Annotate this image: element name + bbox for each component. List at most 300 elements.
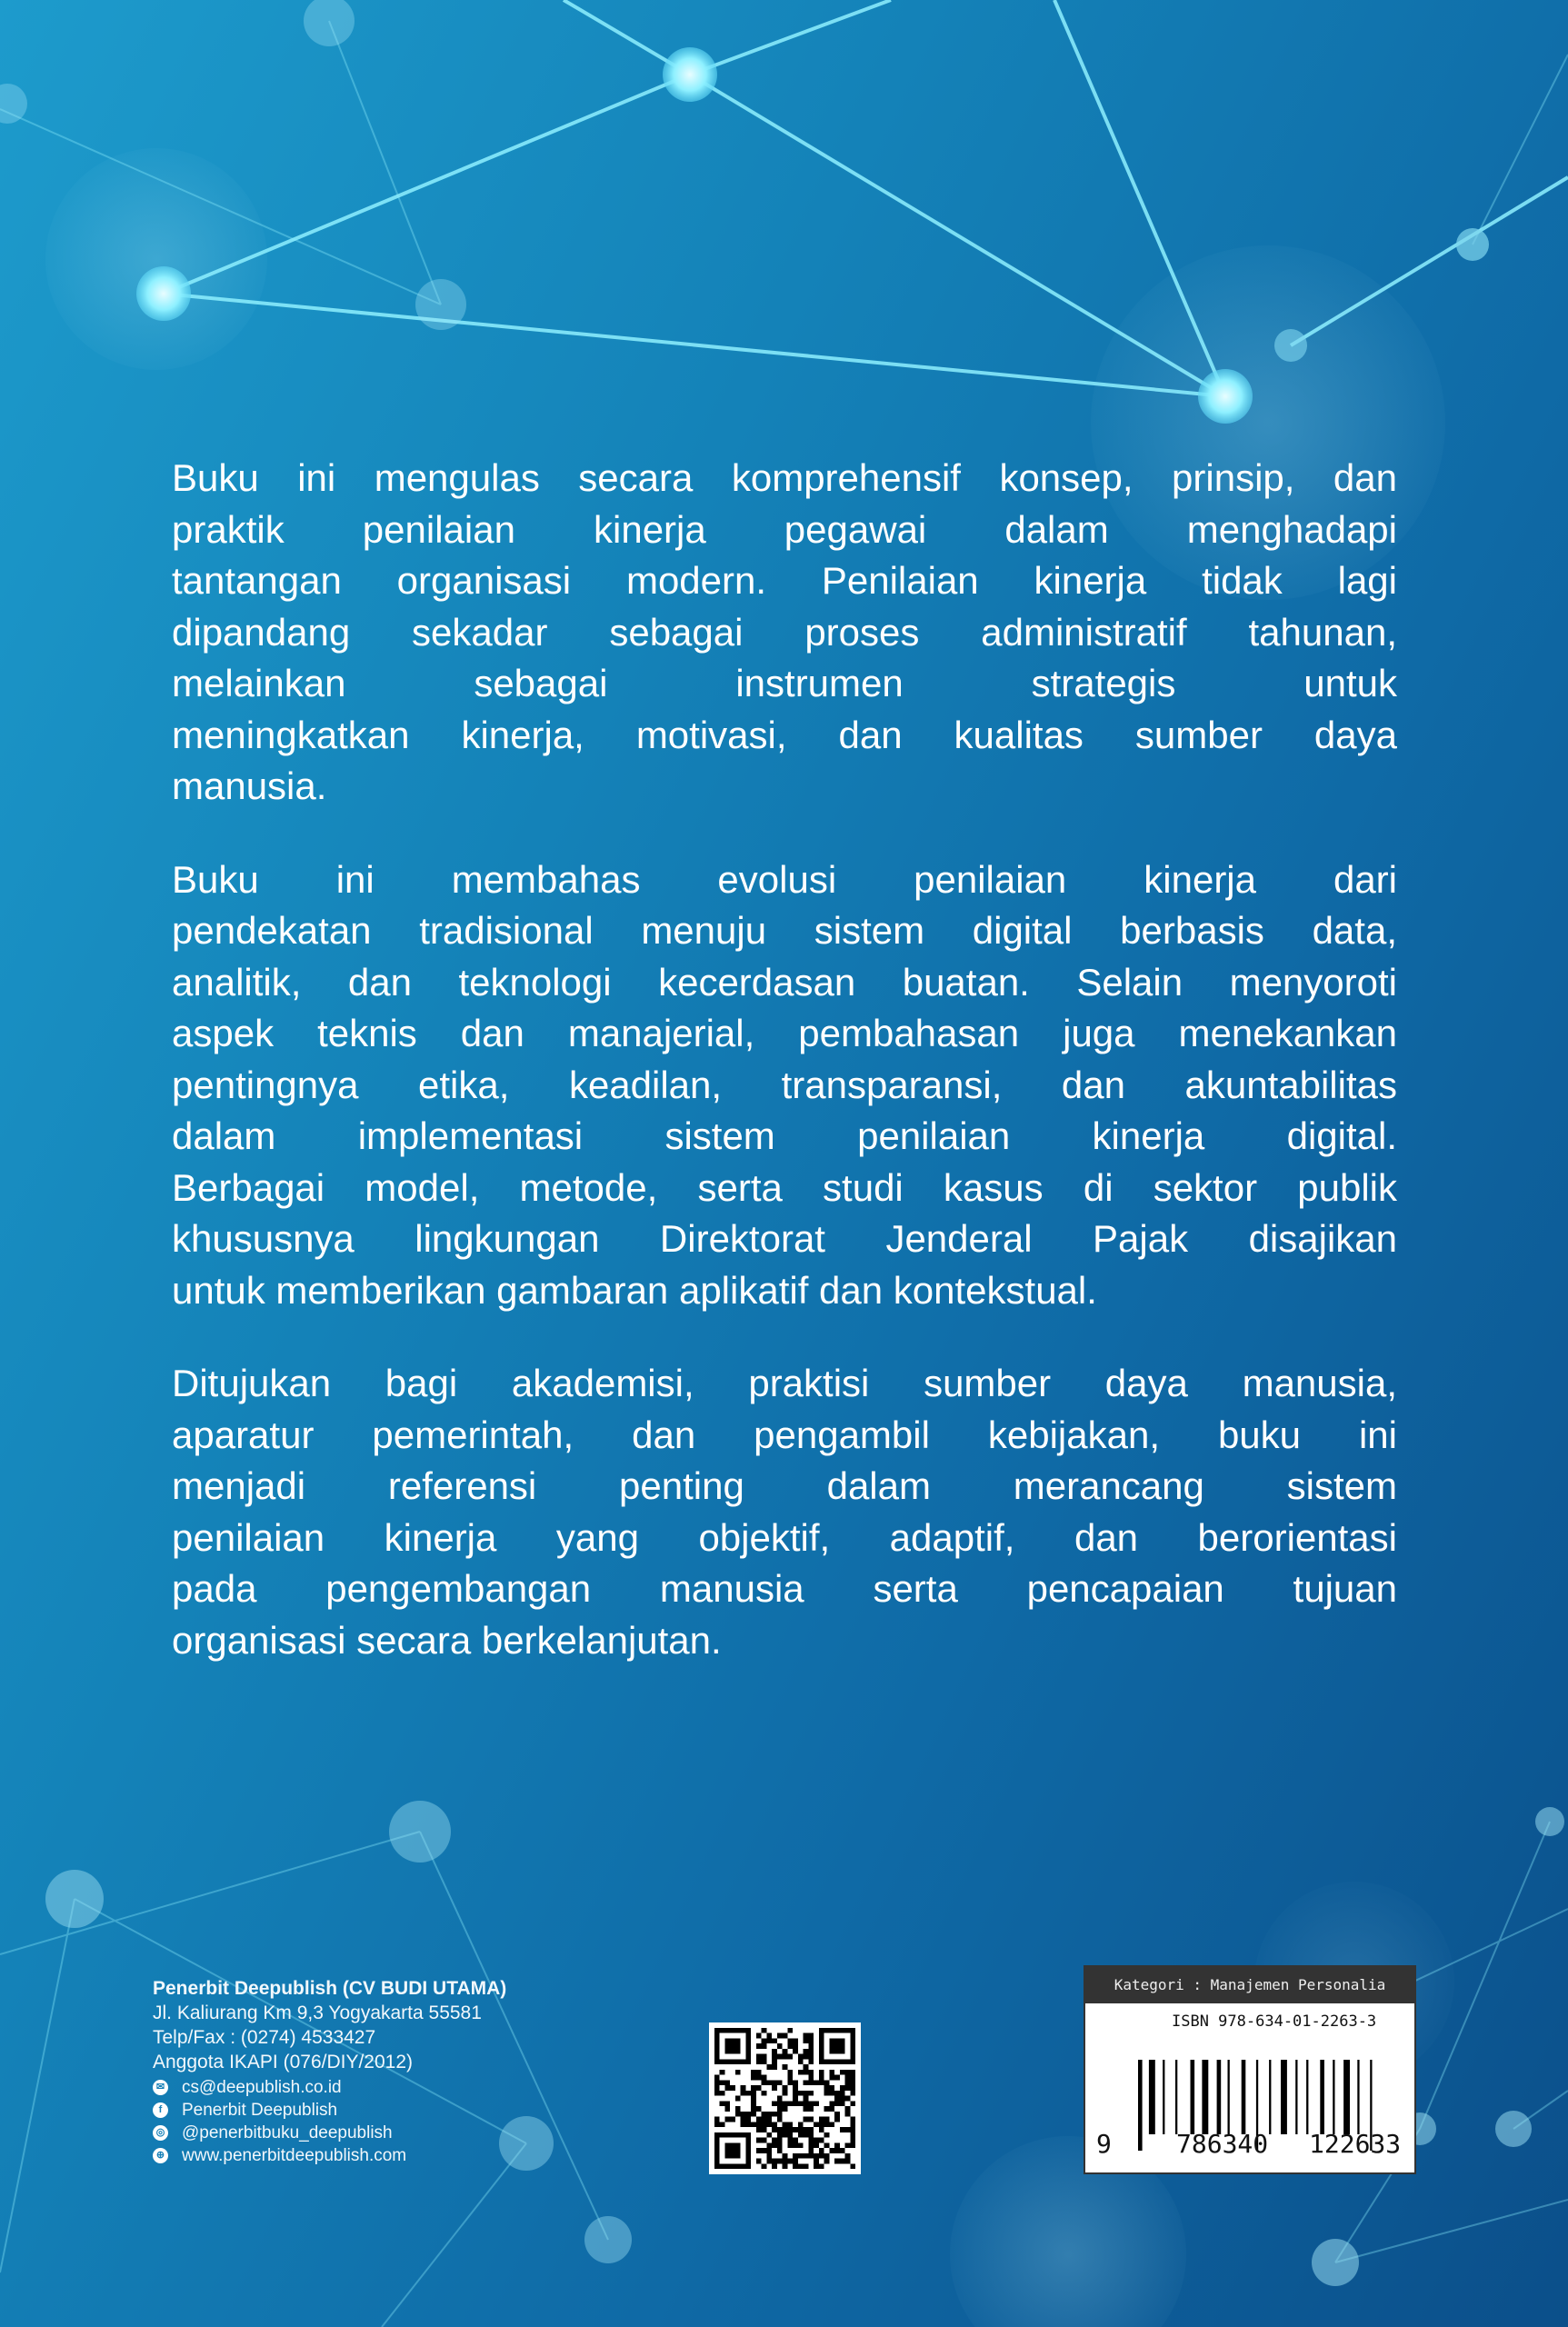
qr-module (714, 2075, 720, 2081)
blurb-paragraph-3 (172, 1358, 1397, 1666)
qr-module (787, 2070, 793, 2075)
qr-module (798, 2054, 804, 2060)
qr-module (756, 2117, 762, 2122)
qr-module (829, 2038, 844, 2053)
qr-module (850, 2091, 855, 2096)
qr-module (772, 2112, 777, 2117)
contact-item (153, 2099, 506, 2122)
qr-module (814, 2101, 819, 2106)
blurb-line: meningkatkan kinerja, motivasi, dan kualitas sumber daya (172, 713, 1397, 756)
qr-module (724, 2142, 740, 2158)
qr-module (756, 2159, 762, 2164)
qr-module (834, 2117, 840, 2122)
instagram-icon: ◎ (153, 2125, 168, 2141)
barcode-bar (1138, 2060, 1143, 2151)
qr-module (735, 2070, 741, 2075)
qr-module (808, 2106, 814, 2112)
qr-module (834, 2101, 840, 2106)
qr-module (798, 2101, 804, 2106)
qr-module (840, 2148, 845, 2153)
blurb-line: aparatur pemerintah, dan pengambil kebijakan, buku ini (172, 1413, 1397, 1456)
qr-module (808, 2138, 814, 2143)
qr-module (735, 2112, 741, 2117)
blurb-paragraph-2 (172, 854, 1397, 1317)
qr-module (741, 2085, 746, 2091)
qr-module (819, 2148, 824, 2153)
qr-module (829, 2085, 834, 2091)
qr-module (777, 2132, 783, 2138)
qr-module (840, 2096, 845, 2102)
publisher-phone: Telp/Fax : (0274) 4533427 (153, 2027, 376, 2048)
qr-module (741, 2112, 746, 2117)
qr-module (783, 2106, 788, 2112)
blurb-line: aspek teknis dan manajerial, pembahasan juga menekankan (172, 1012, 1397, 1054)
qr-module (850, 2142, 855, 2148)
blurb-line: manusia. (172, 764, 327, 807)
qr-module (783, 2159, 788, 2164)
qr-module (793, 2159, 798, 2164)
blurb-line: Berbagai model, metode, serta studi kasus di sektor publik (172, 1165, 1397, 1209)
qr-module (808, 2127, 814, 2132)
barcode-bar (1357, 2060, 1359, 2134)
blurb-line: pendekatan tradisional menuju sistem digital berbasis data, (172, 909, 1397, 952)
qr-module (751, 2096, 756, 2102)
qr-module (714, 2122, 720, 2127)
qr-module (777, 2148, 783, 2153)
qr-module (777, 2142, 783, 2148)
qr-module (772, 2064, 777, 2070)
blurb-line: Buku ini mengulas secara komprehensif konsep, prinsip, dan (172, 456, 1397, 499)
qr-module (808, 2148, 814, 2153)
qr-module (829, 2091, 834, 2096)
qr-module (787, 2038, 793, 2043)
blurb-line: dipandang sekadar sebagai proses administratif tahunan, (172, 610, 1397, 654)
qr-module (772, 2038, 777, 2043)
qr-module (798, 2163, 804, 2169)
qr-module (783, 2163, 788, 2169)
qr-module (808, 2132, 814, 2138)
blurb-line: Ditujukan bagi akademisi, praktisi sumber daya manusia, (172, 1362, 1397, 1404)
qr-module (819, 2163, 824, 2169)
qr-module (730, 2085, 735, 2091)
qr-module (829, 2070, 834, 2075)
qr-module (845, 2159, 851, 2164)
qr-module (798, 2070, 804, 2075)
qr-module (766, 2153, 772, 2159)
qr-module (766, 2038, 772, 2043)
qr-module (819, 2138, 824, 2143)
qr-module (840, 2101, 845, 2106)
blurb-line: dalam implementasi sistem penilaian kinerja digital. (172, 1114, 1397, 1157)
qr-module (730, 2117, 735, 2122)
qr-module (751, 2122, 756, 2127)
qr-module (762, 2054, 767, 2060)
qr-module (798, 2127, 804, 2132)
qr-module (777, 2112, 783, 2117)
qr-module (787, 2054, 793, 2060)
qr-module (793, 2049, 798, 2054)
contact-text: @penerbitbuku_deepublish (182, 2123, 393, 2142)
qr-module (762, 2127, 767, 2132)
blurb-line: analitik, dan teknologi kecerdasan buatan. Selain menyoroti (172, 960, 1397, 1004)
qr-module (783, 2064, 788, 2070)
barcode-bar (1320, 2060, 1324, 2134)
qr-module (824, 2153, 830, 2159)
qr-module (724, 2085, 730, 2091)
qr-module (840, 2091, 845, 2096)
qr-module (772, 2049, 777, 2054)
qr-module (745, 2112, 751, 2117)
qr-module (766, 2142, 772, 2148)
qr-module (783, 2091, 788, 2096)
qr-module (850, 2070, 855, 2075)
qr-module (756, 2085, 762, 2091)
qr-module (850, 2085, 855, 2091)
qr-module (793, 2142, 798, 2148)
qr-module (804, 2038, 809, 2043)
qr-module (804, 2101, 809, 2106)
qr-module (751, 2101, 756, 2106)
qr-module (804, 2054, 809, 2060)
qr-module (756, 2106, 762, 2112)
qr-module (793, 2138, 798, 2143)
qr-module (756, 2054, 762, 2060)
qr-module (793, 2163, 798, 2169)
barcode-bar (1295, 2060, 1297, 2134)
qr-module (829, 2122, 834, 2127)
qr-module (777, 2106, 783, 2112)
qr-module (804, 2127, 809, 2132)
qr-module (845, 2075, 851, 2081)
qr-module (777, 2117, 783, 2122)
qr-module (808, 2054, 814, 2060)
qr-module (772, 2142, 777, 2148)
qr-module (720, 2122, 725, 2127)
qr-module (829, 2101, 834, 2106)
qr-module (845, 2080, 851, 2085)
qr-module (772, 2059, 777, 2064)
barcode-bar (1175, 2060, 1177, 2134)
qr-module (720, 2101, 725, 2106)
qr-module (834, 2075, 840, 2081)
qr-module (751, 2085, 756, 2091)
qr-module (804, 2117, 809, 2122)
qr-module (845, 2085, 851, 2091)
qr-module (762, 2148, 767, 2153)
qr-module (787, 2142, 793, 2148)
blurb-line: khususnya lingkungan Direktorat Jenderal Pajak disajikan (172, 1217, 1397, 1260)
qr-module (840, 2070, 845, 2075)
barcode-bar (1163, 2060, 1164, 2134)
qr-module (850, 2163, 855, 2169)
qr-module (814, 2138, 819, 2143)
qr-module (762, 2091, 767, 2096)
qr-module (793, 2127, 798, 2132)
qr-module (850, 2080, 855, 2085)
qr-module (745, 2091, 751, 2096)
qr-module (762, 2059, 767, 2064)
qr-module (798, 2142, 804, 2148)
qr-module (804, 2070, 809, 2075)
qr-module (756, 2070, 762, 2075)
qr-module (783, 2049, 788, 2054)
qr-module (751, 2106, 756, 2112)
blurb-text (172, 453, 1397, 1708)
qr-module (762, 2117, 767, 2122)
qr-module (735, 2106, 741, 2112)
qr-module (777, 2033, 783, 2039)
barcode-bar (1228, 2060, 1230, 2134)
qr-module (714, 2091, 720, 2096)
blurb-line: tantangan organisasi modern. Penilaian kinerja tidak lagi (172, 559, 1397, 602)
qr-module (772, 2101, 777, 2106)
qr-module (724, 2101, 730, 2106)
facebook-icon: f (153, 2102, 168, 2118)
qr-module (804, 2106, 809, 2112)
qr-module (819, 2075, 824, 2081)
contact-item (153, 2122, 506, 2144)
qr-module (814, 2080, 819, 2085)
qr-module (741, 2091, 746, 2096)
qr-module (783, 2054, 788, 2060)
barcode-digits-right: 122633 (1309, 2129, 1402, 2159)
qr-module (814, 2163, 819, 2169)
qr-module (751, 2075, 756, 2081)
qr-module (741, 2122, 746, 2127)
blurb-line: untuk memberikan gambaran aplikatif dan kontekstual. (172, 1268, 1097, 1312)
qr-module (804, 2091, 809, 2096)
qr-module (793, 2085, 798, 2091)
qr-module (814, 2159, 819, 2164)
isbn-number: ISBN 978-634-01-2263-3 (1172, 2012, 1377, 2031)
qr-module (777, 2159, 783, 2164)
qr-module (777, 2101, 783, 2106)
qr-module (808, 2038, 814, 2043)
qr-module (777, 2054, 783, 2060)
qr-module (787, 2028, 793, 2033)
qr-module (772, 2138, 777, 2143)
qr-module (824, 2085, 830, 2091)
qr-module (804, 2049, 809, 2054)
qr-module (808, 2043, 814, 2049)
qr-module (787, 2122, 793, 2127)
qr-module (772, 2054, 777, 2060)
publisher-name: Penerbit Deepublish (CV BUDI UTAMA) (153, 1978, 507, 1999)
qr-module (745, 2117, 751, 2122)
qr-module (756, 2138, 762, 2143)
barcode-digits-left: 786340 (1176, 2129, 1269, 2159)
qr-module (783, 2122, 788, 2127)
globe-icon: ⊕ (153, 2148, 168, 2163)
qr-module (793, 2096, 798, 2102)
qr-module (787, 2132, 793, 2138)
qr-module (798, 2132, 804, 2138)
qr-module (766, 2080, 772, 2085)
qr-module (808, 2049, 814, 2054)
qr-module (783, 2085, 788, 2091)
qr-module (714, 2080, 720, 2085)
qr-module (824, 2159, 830, 2164)
qr-module (766, 2064, 772, 2070)
qr-module (804, 2080, 809, 2085)
qr-module (762, 2075, 767, 2081)
qr-module (766, 2122, 772, 2127)
blurb-line: pentingnya etika, keadilan, transparansi, dan akuntabilitas (172, 1063, 1397, 1106)
qr-module (834, 2112, 840, 2117)
barcode-bar (1333, 2060, 1334, 2134)
qr-module (845, 2096, 851, 2102)
qr-module (814, 2142, 819, 2148)
qr-module (804, 2064, 809, 2070)
qr-module (819, 2117, 824, 2122)
qr-module (814, 2122, 819, 2127)
qr-module (824, 2091, 830, 2096)
qr-module (850, 2075, 855, 2081)
qr-module (793, 2043, 798, 2049)
qr-module (819, 2080, 824, 2085)
qr-module (850, 2122, 855, 2127)
qr-module (762, 2112, 767, 2117)
qr-module (840, 2127, 845, 2132)
qr-module (772, 2127, 777, 2132)
contact-text: www.penerbitdeepublish.com (182, 2146, 407, 2165)
qr-module (756, 2148, 762, 2153)
qr-module (766, 2112, 772, 2117)
publisher-ikapi: Anggota IKAPI (076/DIY/2012) (153, 2052, 414, 2072)
qr-module (845, 2127, 851, 2132)
qr-module (850, 2117, 855, 2122)
qr-module (804, 2132, 809, 2138)
qr-module (850, 2101, 855, 2106)
barcode-bar (1242, 2060, 1246, 2134)
qr-module (804, 2096, 809, 2102)
qr-module (751, 2070, 756, 2075)
qr-module (783, 2101, 788, 2106)
qr-module (766, 2148, 772, 2153)
qr-module (762, 2080, 767, 2085)
qr-module (756, 2127, 762, 2132)
contact-text: cs@deepublish.co.id (182, 2078, 342, 2097)
qr-module (798, 2059, 804, 2064)
barcode-digit-first: 9 (1096, 2129, 1112, 2159)
qr-module (772, 2122, 777, 2127)
qr-module (814, 2153, 819, 2159)
qr-module (793, 2080, 798, 2085)
qr-module (735, 2096, 741, 2102)
qr-module (798, 2122, 804, 2127)
qr-module (783, 2033, 788, 2039)
qr-module (762, 2028, 767, 2033)
qr-module (756, 2122, 762, 2127)
qr-module (714, 2085, 720, 2091)
qr-module (756, 2075, 762, 2081)
qr-module (720, 2070, 725, 2075)
qr-module (783, 2153, 788, 2159)
qr-module (766, 2159, 772, 2164)
qr-module (808, 2075, 814, 2081)
qr-module (787, 2080, 793, 2085)
qr-module (772, 2085, 777, 2091)
qr-module (756, 2059, 762, 2064)
email-icon: ✉ (153, 2080, 168, 2095)
qr-module (751, 2091, 756, 2096)
qr-module (850, 2138, 855, 2143)
qr-module (793, 2153, 798, 2159)
qr-module (808, 2153, 814, 2159)
blurb-line: Buku ini membahas evolusi penilaian kinerja dari (172, 857, 1397, 901)
qr-module (724, 2038, 740, 2053)
publisher-info (153, 1976, 506, 2167)
qr-module (777, 2043, 783, 2049)
qr-module (808, 2117, 814, 2122)
qr-module (808, 2059, 814, 2064)
qr-module (808, 2142, 814, 2148)
qr-module (772, 2080, 777, 2085)
qr-module (777, 2127, 783, 2132)
qr-module (787, 2138, 793, 2143)
qr-module (829, 2106, 834, 2112)
qr-module (787, 2075, 793, 2081)
qr-module (808, 2101, 814, 2106)
qr-module (824, 2106, 830, 2112)
qr-module (834, 2159, 840, 2164)
qr-module (845, 2112, 851, 2117)
qr-module (819, 2153, 824, 2159)
qr-module (808, 2091, 814, 2096)
qr-module (783, 2132, 788, 2138)
qr-module (845, 2153, 851, 2159)
blurb-line: pada pengembangan manusia serta pencapaian tujuan (172, 1567, 1397, 1610)
qr-module (850, 2132, 855, 2138)
barcode-bar (1281, 2060, 1287, 2134)
qr-code (709, 2022, 861, 2174)
blurb-line: organisasi secara berkelanjutan. (172, 1618, 722, 1662)
qr-module (845, 2142, 851, 2148)
qr-module (724, 2106, 730, 2112)
qr-module (777, 2080, 783, 2085)
qr-module (793, 2038, 798, 2043)
category-label: Kategori : Manajemen Personalia (1085, 1967, 1414, 2003)
qr-module (824, 2142, 830, 2148)
qr-module (798, 2091, 804, 2096)
qr-module (798, 2153, 804, 2159)
qr-module (845, 2070, 851, 2075)
qr-module (766, 2117, 772, 2122)
blurb-line: menjadi referensi penting dalam merancang sistem (172, 1464, 1397, 1507)
qr-module (783, 2127, 788, 2132)
publisher-contacts (153, 2076, 506, 2167)
qr-module (834, 2148, 840, 2153)
qr-module (808, 2033, 814, 2039)
qr-module (819, 2127, 824, 2132)
qr-module (751, 2112, 756, 2117)
qr-module (777, 2096, 783, 2102)
qr-module (724, 2117, 730, 2122)
qr-module (834, 2096, 840, 2102)
qr-module (840, 2159, 845, 2164)
qr-module (762, 2163, 767, 2169)
qr-module (824, 2117, 830, 2122)
contact-item (153, 2144, 506, 2167)
contact-text: Penerbit Deepublish (182, 2101, 338, 2120)
qr-module (720, 2091, 725, 2096)
qr-module (834, 2091, 840, 2096)
qr-module (714, 2117, 720, 2122)
qr-module (793, 2091, 798, 2096)
qr-module (829, 2075, 834, 2081)
blurb-line: penilaian kinerja yang objektif, adaptif, dan berorientasi (172, 1515, 1397, 1559)
barcode-bar (1269, 2060, 1271, 2134)
